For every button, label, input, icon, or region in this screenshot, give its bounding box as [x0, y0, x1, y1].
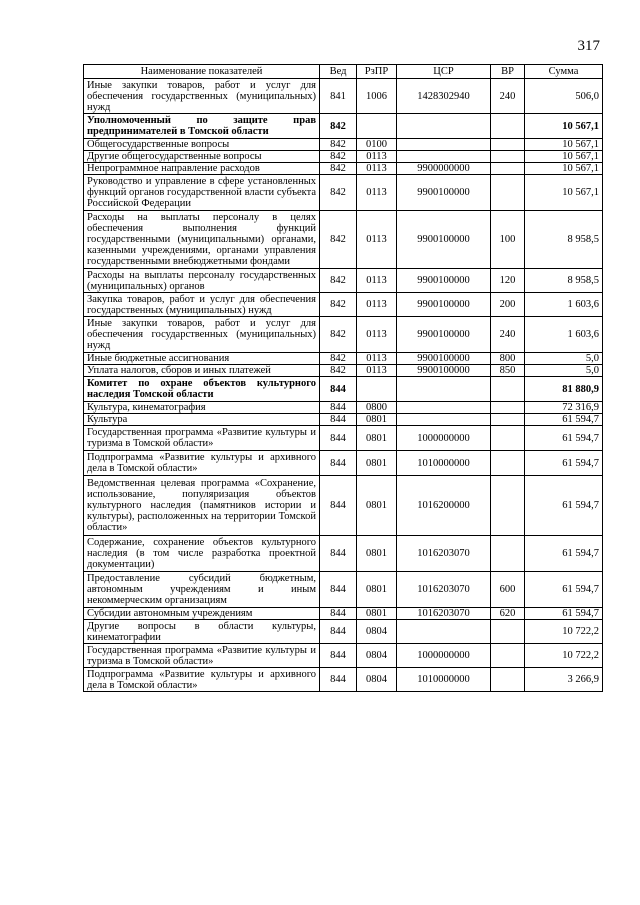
- cell-vr: 620: [491, 608, 525, 620]
- cell-ved: 842: [320, 151, 357, 163]
- cell-ved: 844: [320, 414, 357, 426]
- cell-csr: [397, 402, 491, 414]
- cell-ved: 844: [320, 668, 357, 692]
- cell-name: Ведомственная целевая программа «Сохранение, использование, популяризация объектов культурного наследия (памятников истории и культуры), расположенных на территории Томской области»: [84, 476, 320, 536]
- cell-sum: 10 567,1: [525, 151, 603, 163]
- cell-csr: 1016200000: [397, 476, 491, 536]
- budget-table: [83, 64, 603, 692]
- cell-ved: 844: [320, 476, 357, 536]
- table-row: [84, 151, 603, 163]
- cell-name: Иные закупки товаров, работ и услуг для обеспечения государственных (муниципальных) нужд: [84, 317, 320, 353]
- cell-name: Расходы на выплаты персоналу государственных (муниципальных) органов: [84, 269, 320, 293]
- cell-rzpr: 0800: [357, 402, 397, 414]
- column-header-csr: ЦСР: [397, 65, 491, 79]
- cell-vr: 120: [491, 269, 525, 293]
- table-row: [84, 139, 603, 151]
- cell-vr: 200: [491, 293, 525, 317]
- cell-name: Уполномоченный по защите прав предпринимателей в Томской области: [84, 114, 320, 139]
- cell-rzpr: 0801: [357, 414, 397, 426]
- cell-csr: 9900100000: [397, 269, 491, 293]
- cell-rzpr: 0113: [357, 293, 397, 317]
- cell-name: Комитет по охране объектов культурного наследия Томской области: [84, 377, 320, 402]
- cell-csr: 1000000000: [397, 644, 491, 668]
- cell-ved: 842: [320, 114, 357, 139]
- cell-name: Культура: [84, 414, 320, 426]
- cell-ved: 842: [320, 365, 357, 377]
- cell-csr: [397, 377, 491, 402]
- table-row: [84, 293, 603, 317]
- cell-ved: 844: [320, 402, 357, 414]
- table-row: [84, 114, 603, 139]
- cell-ved: 842: [320, 139, 357, 151]
- cell-csr: 9900100000: [397, 293, 491, 317]
- cell-sum: 61 594,7: [525, 572, 603, 608]
- cell-sum: 10 722,2: [525, 644, 603, 668]
- cell-sum: 61 594,7: [525, 414, 603, 426]
- cell-vr: [491, 377, 525, 402]
- cell-rzpr: 0113: [357, 151, 397, 163]
- table-row: [84, 668, 603, 692]
- cell-csr: [397, 620, 491, 644]
- cell-name: Другие общегосударственные вопросы: [84, 151, 320, 163]
- cell-ved: 842: [320, 175, 357, 211]
- cell-name: Другие вопросы в области культуры, кинематографии: [84, 620, 320, 644]
- table-row: [84, 620, 603, 644]
- cell-name: Подпрограмма «Развитие культуры и архивного дела в Томской области»: [84, 668, 320, 692]
- cell-rzpr: 0804: [357, 620, 397, 644]
- cell-rzpr: 0113: [357, 211, 397, 269]
- cell-sum: 61 594,7: [525, 426, 603, 451]
- cell-vr: 600: [491, 572, 525, 608]
- cell-ved: 844: [320, 572, 357, 608]
- cell-ved: 842: [320, 163, 357, 175]
- cell-vr: [491, 426, 525, 451]
- cell-sum: 72 316,9: [525, 402, 603, 414]
- cell-rzpr: 0801: [357, 536, 397, 572]
- cell-csr: 9900100000: [397, 175, 491, 211]
- cell-csr: 1010000000: [397, 451, 491, 476]
- cell-sum: 61 594,7: [525, 536, 603, 572]
- cell-rzpr: 0100: [357, 139, 397, 151]
- cell-sum: 61 594,7: [525, 476, 603, 536]
- cell-ved: 844: [320, 426, 357, 451]
- table-row: [84, 451, 603, 476]
- cell-vr: [491, 620, 525, 644]
- cell-csr: [397, 114, 491, 139]
- cell-name: Содержание, сохранение объектов культурного наследия (в том числе разработка проектной документации): [84, 536, 320, 572]
- cell-name: Государственная программа «Развитие культуры и туризма в Томской области»: [84, 426, 320, 451]
- table-row: [84, 353, 603, 365]
- cell-vr: 240: [491, 317, 525, 353]
- table-row: [84, 377, 603, 402]
- cell-vr: [491, 414, 525, 426]
- column-header-name: Наименование показателей: [84, 65, 320, 79]
- cell-rzpr: 0801: [357, 476, 397, 536]
- cell-csr: 1016203070: [397, 572, 491, 608]
- cell-rzpr: 0801: [357, 426, 397, 451]
- table-row: [84, 414, 603, 426]
- table-row: [84, 644, 603, 668]
- cell-vr: [491, 644, 525, 668]
- cell-vr: [491, 668, 525, 692]
- table-row: [84, 572, 603, 608]
- cell-vr: 100: [491, 211, 525, 269]
- cell-name: Иные закупки товаров, работ и услуг для обеспечения государственных (муниципальных) нужд: [84, 79, 320, 114]
- cell-ved: 844: [320, 377, 357, 402]
- cell-rzpr: 0804: [357, 668, 397, 692]
- cell-sum: 10 567,1: [525, 114, 603, 139]
- column-header-rzpr: РзПР: [357, 65, 397, 79]
- cell-csr: 9900000000: [397, 163, 491, 175]
- table-body: [84, 79, 603, 692]
- column-header-ved: Вед: [320, 65, 357, 79]
- cell-ved: 842: [320, 353, 357, 365]
- cell-rzpr: [357, 377, 397, 402]
- cell-rzpr: 0804: [357, 644, 397, 668]
- table-row: [84, 476, 603, 536]
- table-row: [84, 608, 603, 620]
- cell-sum: 5,0: [525, 353, 603, 365]
- cell-rzpr: 0113: [357, 317, 397, 353]
- cell-rzpr: 0801: [357, 608, 397, 620]
- cell-ved: 842: [320, 293, 357, 317]
- cell-sum: 81 880,9: [525, 377, 603, 402]
- cell-ved: 844: [320, 608, 357, 620]
- cell-ved: 844: [320, 644, 357, 668]
- cell-sum: 506,0: [525, 79, 603, 114]
- cell-sum: 61 594,7: [525, 451, 603, 476]
- cell-rzpr: 0113: [357, 269, 397, 293]
- cell-sum: 8 958,5: [525, 269, 603, 293]
- cell-vr: 800: [491, 353, 525, 365]
- cell-ved: 842: [320, 317, 357, 353]
- cell-vr: [491, 536, 525, 572]
- cell-name: Уплата налогов, сборов и иных платежей: [84, 365, 320, 377]
- cell-csr: [397, 414, 491, 426]
- cell-sum: 10 722,2: [525, 620, 603, 644]
- table-row: [84, 163, 603, 175]
- cell-csr: 1010000000: [397, 668, 491, 692]
- table-row: [84, 269, 603, 293]
- cell-sum: 10 567,1: [525, 139, 603, 151]
- cell-ved: 844: [320, 620, 357, 644]
- cell-name: Общегосударственные вопросы: [84, 139, 320, 151]
- cell-csr: [397, 151, 491, 163]
- cell-vr: [491, 139, 525, 151]
- cell-name: Закупка товаров, работ и услуг для обеспечения государственных (муниципальных) нужд: [84, 293, 320, 317]
- cell-sum: 10 567,1: [525, 163, 603, 175]
- cell-sum: 61 594,7: [525, 608, 603, 620]
- cell-sum: 3 266,9: [525, 668, 603, 692]
- cell-csr: 9900100000: [397, 353, 491, 365]
- cell-name: Государственная программа «Развитие культуры и туризма в Томской области»: [84, 644, 320, 668]
- cell-name: Предоставление субсидий бюджетным, автономным учреждениям и иным некоммерческим организациям: [84, 572, 320, 608]
- cell-ved: 841: [320, 79, 357, 114]
- cell-ved: 842: [320, 211, 357, 269]
- cell-rzpr: 0801: [357, 451, 397, 476]
- cell-name: Расходы на выплаты персоналу в целях обеспечения выполнения функций государственными (муниципальными) органами, казенными учреждениями, органами управления государственными внебюджетными фондами: [84, 211, 320, 269]
- cell-csr: 9900100000: [397, 317, 491, 353]
- cell-vr: [491, 114, 525, 139]
- cell-sum: 10 567,1: [525, 175, 603, 211]
- cell-rzpr: 0113: [357, 353, 397, 365]
- cell-rzpr: 1006: [357, 79, 397, 114]
- cell-rzpr: [357, 114, 397, 139]
- cell-csr: 9900100000: [397, 365, 491, 377]
- cell-ved: 842: [320, 269, 357, 293]
- cell-name: Руководство и управление в сфере установленных функций органов государственной власти субъекта Российской Федерации: [84, 175, 320, 211]
- cell-sum: 1 603,6: [525, 293, 603, 317]
- cell-csr: 1016203070: [397, 608, 491, 620]
- cell-name: Иные бюджетные ассигнования: [84, 353, 320, 365]
- table-row: [84, 402, 603, 414]
- cell-csr: [397, 139, 491, 151]
- table-row: [84, 211, 603, 269]
- column-header-sum: Сумма: [525, 65, 603, 79]
- table-row: [84, 426, 603, 451]
- cell-vr: [491, 163, 525, 175]
- table-row: [84, 536, 603, 572]
- cell-name: Непрограммное направление расходов: [84, 163, 320, 175]
- cell-csr: 1016203070: [397, 536, 491, 572]
- cell-sum: 8 958,5: [525, 211, 603, 269]
- cell-vr: [491, 476, 525, 536]
- table-row: [84, 365, 603, 377]
- cell-rzpr: 0801: [357, 572, 397, 608]
- table-row: [84, 317, 603, 353]
- cell-csr: 1428302940: [397, 79, 491, 114]
- cell-name: Культура, кинематография: [84, 402, 320, 414]
- cell-rzpr: 0113: [357, 365, 397, 377]
- cell-vr: [491, 175, 525, 211]
- cell-vr: 850: [491, 365, 525, 377]
- cell-sum: 5,0: [525, 365, 603, 377]
- cell-vr: [491, 151, 525, 163]
- column-header-vr: ВР: [491, 65, 525, 79]
- cell-sum: 1 603,6: [525, 317, 603, 353]
- cell-ved: 844: [320, 536, 357, 572]
- cell-vr: [491, 402, 525, 414]
- cell-ved: 844: [320, 451, 357, 476]
- cell-csr: 1000000000: [397, 426, 491, 451]
- cell-vr: 240: [491, 79, 525, 114]
- cell-csr: 9900100000: [397, 211, 491, 269]
- cell-rzpr: 0113: [357, 163, 397, 175]
- table-row: [84, 175, 603, 211]
- cell-vr: [491, 451, 525, 476]
- page-number: 317: [577, 38, 600, 54]
- cell-rzpr: 0113: [357, 175, 397, 211]
- table-row: [84, 79, 603, 114]
- cell-name: Подпрограмма «Развитие культуры и архивного дела в Томской области»: [84, 451, 320, 476]
- cell-name: Субсидии автономным учреждениям: [84, 608, 320, 620]
- table-header-row: [84, 65, 603, 79]
